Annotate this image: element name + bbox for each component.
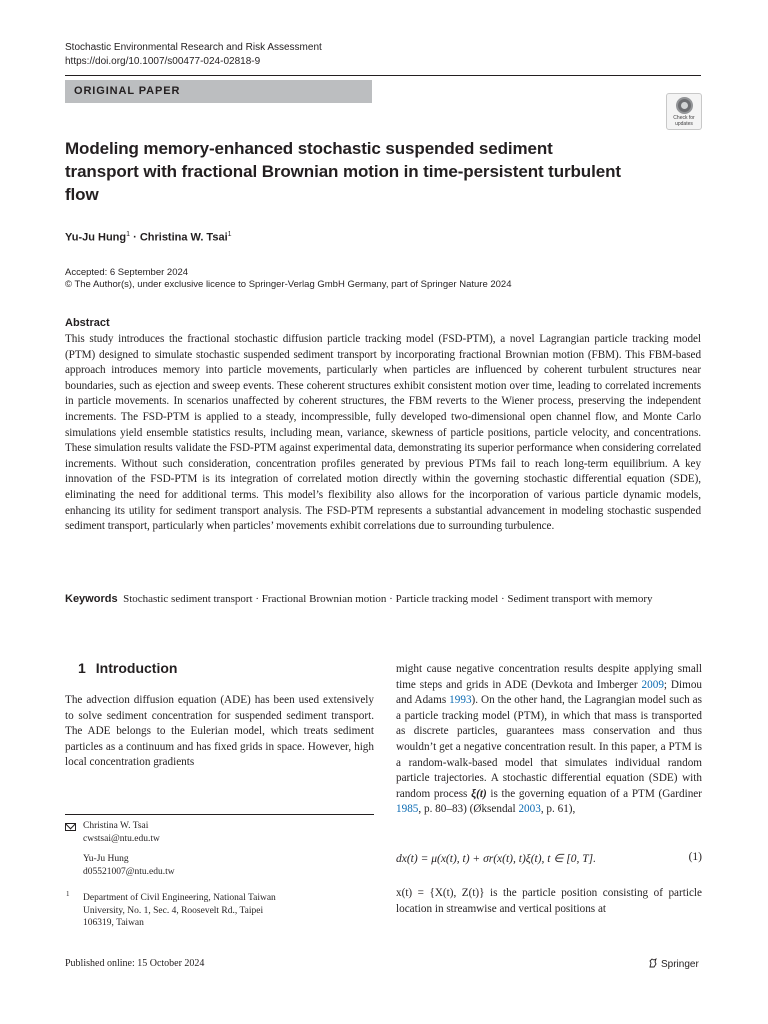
citation-link[interactable]: 1985 <box>396 803 419 816</box>
affiliation-line: 106319, Taiwan <box>83 918 144 928</box>
affiliation-number: 1 <box>66 890 70 898</box>
correspondence-block <box>83 820 175 878</box>
intro-paragraph-right <box>396 662 702 818</box>
published-date: Published online: 15 October 2024 <box>65 958 205 969</box>
corresponding-author-name: Christina W. Tsai <box>83 821 149 831</box>
citation-link[interactable]: 2009 <box>641 678 664 691</box>
springer-horse-icon <box>648 958 658 968</box>
author-name[interactable]: Yu-Ju Hung <box>65 231 127 244</box>
publisher-logo <box>648 958 699 970</box>
text-run: ). On the other hand, the Lagrangian model such as a particle tracking model (PTM), in which that mass is transported as discrete particles, guarantees mass conservation and thus wouldn’t get a negative concentration result. In this paper, a PTM is a random-walk-based model that simulates individual random particle trajectories. A stochastic differential equation (SDE) with random process <box>396 694 702 800</box>
equation-number: (1) <box>688 851 702 863</box>
copyright-line: © The Author(s), under exclusive licence to Springer-Verlag GmbH Germany, part of Springer Nature 2024 <box>65 279 512 290</box>
intro-paragraph-1: The advection diffusion equation (ADE) has been used extensively to solve sediment concentration for suspended sediment transport. The ADE belongs to the Eulerian model, which treats sediment particles as a continuum and has fixed grids in space. However, high local concentration gradients <box>65 694 374 769</box>
author-list <box>65 228 232 245</box>
text-run: is the governing equation of a PTM (Gardiner <box>486 787 702 800</box>
check-for-updates-button[interactable] <box>666 93 702 130</box>
article-meta <box>65 267 512 291</box>
text-run: , p. 61), <box>540 803 576 816</box>
article-title: Modeling memory-enhanced stochastic suspended sediment transport with fractional Brownian motion in time-persistent turbulent flow <box>65 139 621 204</box>
section-number: 1 <box>78 660 86 676</box>
abstract-heading: Abstract <box>65 317 110 329</box>
doi-link[interactable]: https://doi.org/10.1007/s00477-024-02818-9 <box>65 56 261 67</box>
author-affil-mark: 1 <box>227 231 232 238</box>
envelope-icon <box>65 823 76 831</box>
text-run: ; Dimou and Adams <box>396 678 703 707</box>
text-run: , p. 80–83) (Øksendal <box>418 803 519 816</box>
text-run: might cause negative concentration results despite applying small time steps and grids in ADE (Devkota and Imberger <box>396 663 702 691</box>
intro-paragraph-right-2: x(t) = {X(t), Z(t)} is the particle position consisting of particle location in streamwise and vertical positions at <box>396 887 702 915</box>
header-rule <box>65 75 701 76</box>
citation-link[interactable]: 2003 <box>518 803 541 816</box>
journal-name: Stochastic Environmental Research and Risk Assessment <box>65 42 322 53</box>
math-symbol: ξ(t) <box>471 787 487 800</box>
accepted-date: Accepted: 6 September 2024 <box>65 267 189 278</box>
section-heading-introduction <box>78 660 187 676</box>
section-title: Introduction <box>95 660 178 676</box>
journal-header <box>65 41 322 69</box>
check-updates-label: Check for updates <box>673 115 695 127</box>
keywords-label: Keywords <box>65 593 118 605</box>
author-affil-mark: 1 <box>126 231 131 238</box>
affiliation-text <box>83 892 323 930</box>
corresponding-author-email[interactable]: cwstsai@ntu.edu.tw <box>83 833 160 844</box>
paper-type-banner: ORIGINAL PAPER <box>65 80 372 103</box>
keywords-text: Stochastic sediment transport · Fractional Brownian motion · Particle tracking model · Sediment transport with memory <box>123 593 653 605</box>
keywords <box>65 592 701 608</box>
abstract-text: This study introduces the fractional stochastic diffusion particle tracking model (FSD-PTM), a novel Lagrangian particle tracking model (PTM) designed to simulate stochastic suspended sediment transport by incorporating fractional Brownian motion (FBM). This FBM-based approach introduces memory into particle movements, particularly when particles are influenced by coherent turbulent structures near boundaries, such as ejection and sweep events. These coherent structures exhibit consistent motion over time, leading to correlated increments in particle movements. In scenarios unaffected by coherent structures, the FBM reverts to the Wiener process, preserving the independent increments. The FSD-PTM is applied to a steady, incompressible, fully developed two-dimensional open channel flow, and Monte Carlo simulations yield ensemble statistics results, including mean, variance, skewness of particle positions, particle velocity, and concentrations. These simulation results validate the FSD-PTM against experimental data, demonstrating its superior performance when considering correlated increments. Without such consideration, concentration profiles generated by previous PTMs fail to reach long-term equilibrium. A key innovation of the FSD-PTM is its integration of correlated motion directly within the governing stochastic differential equation (SDE), eliminating the need for additional terms. This model’s flexibility also allows for the incorporation of various particle dynamic models, enhancing its utility for sediment transport analysis. The FSD-PTM represents a substantial advancement in modeling stochastic suspended sediment transport, particularly when particles’ movements exhibit correlations due to surrounding turbulence. <box>65 333 701 533</box>
footnote-rule <box>65 814 374 815</box>
affiliation-line: University, No. 1, Sec. 4, Roosevelt Rd., Taipei <box>83 905 264 916</box>
affiliation-line: Department of Civil Engineering, National Taiwan <box>83 893 276 903</box>
citation-link[interactable]: 1993 <box>449 694 472 707</box>
check-updates-icon <box>676 97 693 114</box>
second-author-name: Yu-Ju Hung <box>83 854 129 864</box>
equation-1 <box>396 851 702 869</box>
second-author-email[interactable]: d05521007@ntu.edu.tw <box>83 866 175 877</box>
equation-body: dx(t) = μ(x(t), t) + σr(x(t), t)ξ(t), t ∈ [0, T]. <box>396 853 596 865</box>
author-name[interactable]: Christina W. Tsai <box>139 231 228 244</box>
publisher-name: Springer <box>661 959 699 970</box>
author-separator: · <box>133 231 137 244</box>
